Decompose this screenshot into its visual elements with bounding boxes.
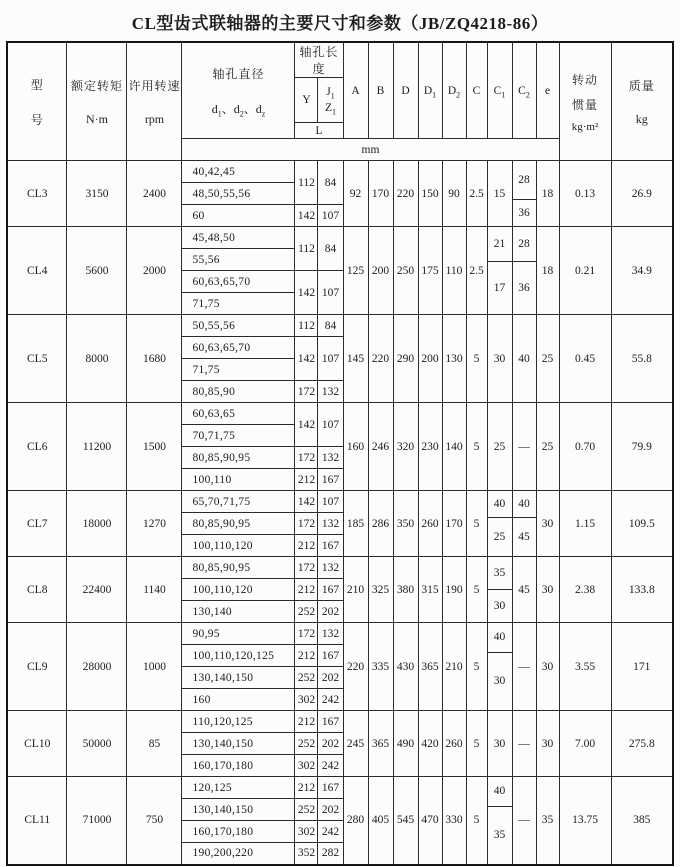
mass-cell: 109.5	[611, 491, 673, 557]
c1-split-cell: 40 30	[487, 623, 512, 711]
bore-cell: 60	[182, 205, 295, 227]
bore-cell: 60,63,65,70	[182, 337, 295, 359]
y-cell: 142	[295, 205, 318, 227]
bore-cell: 130,140,150	[182, 733, 295, 755]
bore-cell: 130,140	[182, 601, 295, 623]
torque-cell: 71000	[67, 777, 127, 865]
header-col-L: L	[295, 123, 343, 139]
z1-label: $Z_1$	[324, 102, 336, 117]
dim-cell-d: 430	[393, 623, 418, 711]
dim-cell-d1: 470	[418, 777, 442, 865]
bore-cell: 60,63,65,70	[182, 271, 295, 293]
speed-cell: 1500	[127, 403, 182, 491]
dim-cell-d1: 315	[418, 557, 442, 623]
header-col-C: C	[466, 42, 487, 139]
dim-cell-d: 350	[393, 491, 418, 557]
j-cell: 84	[318, 161, 343, 205]
torque-cell: 5600	[67, 227, 127, 315]
mass-cell: 171	[611, 623, 673, 711]
e-cell: 30	[536, 557, 559, 623]
header-inertia: 转动 惯量 kg·m²	[559, 42, 611, 161]
speed-cell: 1270	[127, 491, 182, 557]
dim-cell-c: 2.5	[466, 227, 487, 315]
dim-cell-d1: 365	[418, 623, 442, 711]
j-cell: 202	[318, 601, 343, 623]
mass-cell: 275.8	[611, 711, 673, 777]
y-cell: 352	[295, 843, 318, 865]
c2-cell: 40	[512, 315, 536, 403]
dim-cell-d: 490	[393, 711, 418, 777]
inertia-cell: 0.70	[559, 403, 611, 491]
torque-cell: 28000	[67, 623, 127, 711]
c2-cell: —	[512, 623, 536, 711]
dim-cell-b: 286	[368, 491, 393, 557]
speed-cell: 85	[127, 711, 182, 777]
bore-cell: 70,71,75	[182, 425, 295, 447]
model-cell: CL7	[7, 491, 67, 557]
j-cell: 202	[318, 667, 343, 689]
dim-cell-d2: 90	[442, 161, 466, 227]
bore-cell: 60,63,65	[182, 403, 295, 425]
torque-cell: 50000	[67, 711, 127, 777]
j-cell: 84	[318, 227, 343, 271]
dim-cell-d1: 420	[418, 711, 442, 777]
dim-cell-a: 185	[343, 491, 368, 557]
y-cell: 212	[295, 777, 318, 799]
c1-cell: 25	[487, 403, 512, 491]
j1-label: $J_1$	[326, 86, 335, 101]
bore-cell: 100,110,120,125	[182, 645, 295, 667]
torque-cell: 11200	[67, 403, 127, 491]
bore-cell: 45,48,50	[182, 227, 295, 249]
y-cell: 252	[295, 733, 318, 755]
inertia-cell: 7.00	[559, 711, 611, 777]
y-cell: 252	[295, 667, 318, 689]
j-cell: 242	[318, 689, 343, 711]
y-cell: 172	[295, 447, 318, 469]
bore-cell: 80,85,90,95	[182, 513, 295, 535]
dim-cell-c: 2.5	[466, 161, 487, 227]
dim-cell-c: 5	[466, 403, 487, 491]
e-cell: 35	[536, 777, 559, 865]
y-cell: 112	[295, 227, 318, 271]
dim-cell-c: 5	[466, 623, 487, 711]
j-cell: 132	[318, 381, 343, 403]
torque-cell: 22400	[67, 557, 127, 623]
bore-cell: 100,110	[182, 469, 295, 491]
j-cell: 107	[318, 403, 343, 447]
dim-cell-a: 220	[343, 623, 368, 711]
bore-cell: 160	[182, 689, 295, 711]
mass-cell: 26.9	[611, 161, 673, 227]
c1-split-cell: 40 25	[487, 491, 512, 557]
dim-cell-a: 125	[343, 227, 368, 315]
y-cell: 212	[295, 535, 318, 557]
c1-cell: 15	[487, 161, 512, 227]
bore-cell: 90,95	[182, 623, 295, 645]
y-cell: 172	[295, 513, 318, 535]
c2-cell: 45	[512, 557, 536, 623]
dim-cell-d: 290	[393, 315, 418, 403]
dim-cell-a: 245	[343, 711, 368, 777]
header-model: 型 号	[7, 42, 67, 161]
model-cell: CL4	[7, 227, 67, 315]
bore-cell: 190,200,220	[182, 843, 295, 865]
bore-cell: 80,85,90,95	[182, 447, 295, 469]
j-cell: 167	[318, 469, 343, 491]
j-cell: 132	[318, 447, 343, 469]
bore-cell: 100,110,120	[182, 535, 295, 557]
dim-cell-d2: 190	[442, 557, 466, 623]
dim-cell-a: 280	[343, 777, 368, 865]
dim-cell-d2: 110	[442, 227, 466, 315]
inertia-cell: 0.13	[559, 161, 611, 227]
bore-cell: 130,140,150	[182, 667, 295, 689]
model-cell: CL9	[7, 623, 67, 711]
mass-cell: 385	[611, 777, 673, 865]
torque-cell: 3150	[67, 161, 127, 227]
dim-cell-d2: 260	[442, 711, 466, 777]
j-cell: 282	[318, 843, 343, 865]
j-cell: 167	[318, 777, 343, 799]
c1-split-cell: 35 30	[487, 557, 512, 623]
inertia-cell: 2.38	[559, 557, 611, 623]
c2-split-cell: 28 36	[512, 161, 536, 227]
y-cell: 172	[295, 381, 318, 403]
dim-cell-d: 250	[393, 227, 418, 315]
mass-cell: 79.9	[611, 403, 673, 491]
dim-cell-b: 246	[368, 403, 393, 491]
j-cell: 242	[318, 821, 343, 843]
mass-cell: 55.8	[611, 315, 673, 403]
mass-cell: 34.9	[611, 227, 673, 315]
j-cell: 202	[318, 733, 343, 755]
dim-cell-d1: 260	[418, 491, 442, 557]
y-cell: 302	[295, 689, 318, 711]
mass-cell: 133.8	[611, 557, 673, 623]
e-cell: 18	[536, 161, 559, 227]
dim-cell-d2: 210	[442, 623, 466, 711]
bore-cell: 80,85,90	[182, 381, 295, 403]
bore-cell: 100,110,120	[182, 579, 295, 601]
j-cell: 107	[318, 491, 343, 513]
y-cell: 142	[295, 337, 318, 381]
dim-cell-a: 92	[343, 161, 368, 227]
y-cell: 172	[295, 623, 318, 645]
bore-cell: 65,70,71,75	[182, 491, 295, 513]
j-cell: 107	[318, 271, 343, 315]
y-cell: 252	[295, 799, 318, 821]
dim-cell-c: 5	[466, 491, 487, 557]
dim-cell-b: 405	[368, 777, 393, 865]
bore-diameter-symbols: $d_1$、$d_2$、$d_z$	[211, 101, 266, 118]
y-cell: 212	[295, 645, 318, 667]
speed-cell: 750	[127, 777, 182, 865]
y-cell: 142	[295, 403, 318, 447]
y-cell: 212	[295, 579, 318, 601]
j-cell: 167	[318, 711, 343, 733]
header-bore-diameter: 轴孔直径 $d_1$、$d_2$、$d_z$	[182, 42, 295, 139]
header-col-J1Z1	[318, 78, 343, 123]
bore-cell: 40,42,45	[182, 161, 295, 183]
dim-cell-d: 320	[393, 403, 418, 491]
header-col-D1: $D_1$	[418, 42, 442, 139]
inertia-cell: 0.45	[559, 315, 611, 403]
dim-cell-d: 220	[393, 161, 418, 227]
header-torque: 额定转矩 N·m	[67, 42, 127, 161]
y-cell: 252	[295, 601, 318, 623]
y-cell: 142	[295, 271, 318, 315]
inertia-cell: 1.15	[559, 491, 611, 557]
torque-cell: 8000	[67, 315, 127, 403]
y-cell: 112	[295, 315, 318, 337]
header-col-A: A	[343, 42, 368, 139]
dim-cell-d: 380	[393, 557, 418, 623]
j-cell: 84	[318, 315, 343, 337]
dim-cell-b: 170	[368, 161, 393, 227]
j-cell: 167	[318, 645, 343, 667]
y-cell: 302	[295, 755, 318, 777]
dim-cell-d2: 330	[442, 777, 466, 865]
bore-cell: 110,120,125	[182, 711, 295, 733]
dim-cell-b: 335	[368, 623, 393, 711]
bore-cell: 160,170,180	[182, 755, 295, 777]
inertia-cell: 3.55	[559, 623, 611, 711]
header-speed: 许用转速 rpm	[127, 42, 182, 161]
header-col-D2: $D_2$	[442, 42, 466, 139]
dim-cell-b: 325	[368, 557, 393, 623]
dim-cell-d2: 170	[442, 491, 466, 557]
c2-cell: —	[512, 403, 536, 491]
dim-cell-a: 160	[343, 403, 368, 491]
speed-cell: 1680	[127, 315, 182, 403]
speed-cell: 1140	[127, 557, 182, 623]
j-cell: 167	[318, 535, 343, 557]
inertia-cell: 0.21	[559, 227, 611, 315]
dim-cell-b: 365	[368, 711, 393, 777]
dim-cell-a: 210	[343, 557, 368, 623]
j-cell: 107	[318, 205, 343, 227]
c2-split-cell: 28 36	[512, 227, 536, 315]
c2-cell: —	[512, 777, 536, 865]
dim-cell-d2: 140	[442, 403, 466, 491]
c1-cell: 30	[487, 315, 512, 403]
dim-cell-c: 5	[466, 315, 487, 403]
dim-cell-c: 5	[466, 777, 487, 865]
model-cell: CL5	[7, 315, 67, 403]
bore-cell: 80,85,90,95	[182, 557, 295, 579]
bore-cell: 160,170,180	[182, 821, 295, 843]
header-col-D: D	[393, 42, 418, 139]
header-col-B: B	[368, 42, 393, 139]
c1-cell: 30	[487, 711, 512, 777]
header-unit-mm: mm	[182, 139, 559, 161]
dim-cell-d2: 130	[442, 315, 466, 403]
e-cell: 25	[536, 315, 559, 403]
j-cell: 107	[318, 337, 343, 381]
bore-cell: 130,140,150	[182, 799, 295, 821]
speed-cell: 2400	[127, 161, 182, 227]
y-cell: 302	[295, 821, 318, 843]
j-cell: 202	[318, 799, 343, 821]
bore-cell: 120,125	[182, 777, 295, 799]
dim-cell-b: 200	[368, 227, 393, 315]
page-title: CL型齿式联轴器的主要尺寸和参数（JB/ZQ4218-86）	[131, 14, 549, 33]
e-cell: 30	[536, 491, 559, 557]
model-cell: CL8	[7, 557, 67, 623]
j-cell: 167	[318, 579, 343, 601]
model-cell: CL3	[7, 161, 67, 227]
dim-cell-b: 220	[368, 315, 393, 403]
speed-cell: 2000	[127, 227, 182, 315]
dim-cell-d1: 200	[418, 315, 442, 403]
header-mass: 质量 kg	[611, 42, 673, 161]
j-cell: 242	[318, 755, 343, 777]
bore-cell: 50,55,56	[182, 315, 295, 337]
dim-cell-d1: 150	[418, 161, 442, 227]
header-col-C2: $C_2$	[512, 42, 536, 139]
e-cell: 30	[536, 623, 559, 711]
header-col-e: e	[536, 42, 559, 139]
bore-cell: 71,75	[182, 293, 295, 315]
dim-cell-c: 5	[466, 557, 487, 623]
header-bore-length: 轴孔长度	[295, 42, 343, 78]
bore-cell: 71,75	[182, 359, 295, 381]
e-cell: 30	[536, 711, 559, 777]
header-col-C1: $C_1$	[487, 42, 512, 139]
c1-split-cell: 21 17	[487, 227, 512, 315]
y-cell: 112	[295, 161, 318, 205]
dim-cell-c: 5	[466, 711, 487, 777]
inertia-cell: 13.75	[559, 777, 611, 865]
c1-split-cell: 40 35	[487, 777, 512, 865]
torque-cell: 18000	[67, 491, 127, 557]
j-cell: 132	[318, 623, 343, 645]
y-cell: 212	[295, 711, 318, 733]
header-col-Y: Y	[295, 78, 318, 123]
bore-cell: 55,56	[182, 249, 295, 271]
dim-cell-a: 145	[343, 315, 368, 403]
j-cell: 132	[318, 513, 343, 535]
dim-cell-d: 545	[393, 777, 418, 865]
model-cell: CL10	[7, 711, 67, 777]
e-cell: 18	[536, 227, 559, 315]
y-cell: 212	[295, 469, 318, 491]
c2-cell: —	[512, 711, 536, 777]
dim-cell-d1: 230	[418, 403, 442, 491]
model-cell: CL11	[7, 777, 67, 865]
c2-split-cell: 40 45	[512, 491, 536, 557]
e-cell: 25	[536, 403, 559, 491]
y-cell: 142	[295, 491, 318, 513]
bore-cell: 48,50,55,56	[182, 183, 295, 205]
model-cell: CL6	[7, 403, 67, 491]
y-cell: 172	[295, 557, 318, 579]
dim-cell-d1: 175	[418, 227, 442, 315]
j-cell: 132	[318, 557, 343, 579]
coupling-dimensions-table	[6, 41, 674, 866]
speed-cell: 1000	[127, 623, 182, 711]
